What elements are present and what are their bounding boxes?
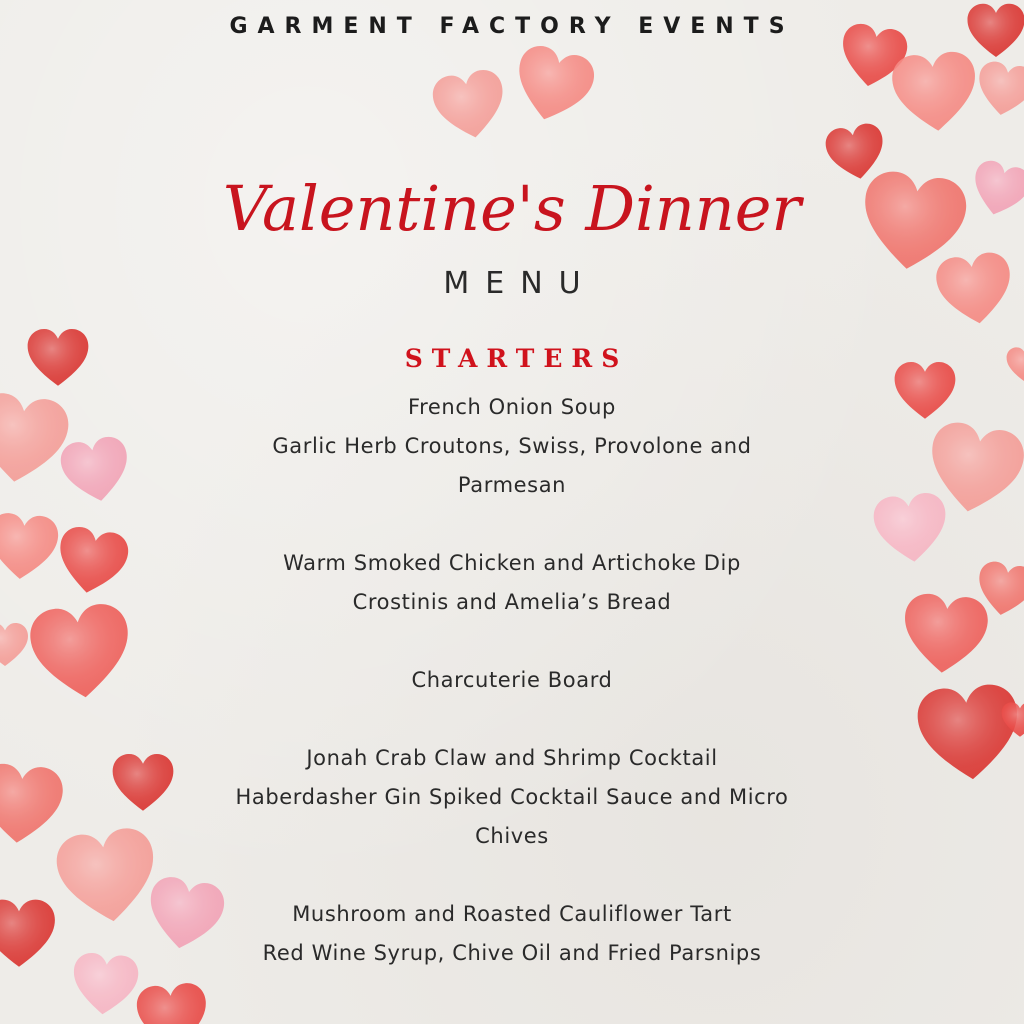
menu-item-description: Red Wine Syrup, Chive Oil and Fried Parsnips	[262, 941, 762, 965]
menu-subtitle: MENU	[443, 266, 597, 301]
menu-item-name: French Onion Soup	[407, 395, 616, 419]
menu-item	[0, 388, 1024, 505]
menu-item-description: Chives	[475, 824, 549, 848]
heart-icon	[503, 36, 603, 136]
menu-item-description: Crostinis and Amelia’s Bread	[352, 590, 672, 614]
event-brand-header: GARMENT FACTORY EVENTS	[229, 14, 795, 39]
menu-item-description: Parmesan	[457, 473, 567, 497]
menu-item-name: Jonah Crab Claw and Shrimp Cocktail	[306, 746, 718, 770]
menu-item	[0, 544, 1024, 622]
heart-icon	[426, 62, 514, 150]
menu-item-description: Haberdasher Gin Spiked Cocktail Sauce and Micro	[235, 785, 789, 809]
heart-icon	[970, 55, 1024, 125]
menu-item	[0, 895, 1024, 973]
menu-item-name: Mushroom and Roasted Cauliflower Tart	[292, 902, 732, 926]
menu-items-list	[0, 388, 1024, 1012]
menu-item-name: Warm Smoked Chicken and Artichoke Dip	[283, 551, 741, 575]
menu-item-description: Garlic Herb Croutons, Swiss, Provolone and	[272, 434, 752, 458]
section-heading-starters: STARTERS	[404, 344, 629, 373]
menu-item	[0, 739, 1024, 856]
menu-item-name: Charcuterie Board	[411, 668, 613, 692]
menu-title: Valentine's Dinner	[222, 172, 802, 245]
menu-item	[0, 661, 1024, 700]
